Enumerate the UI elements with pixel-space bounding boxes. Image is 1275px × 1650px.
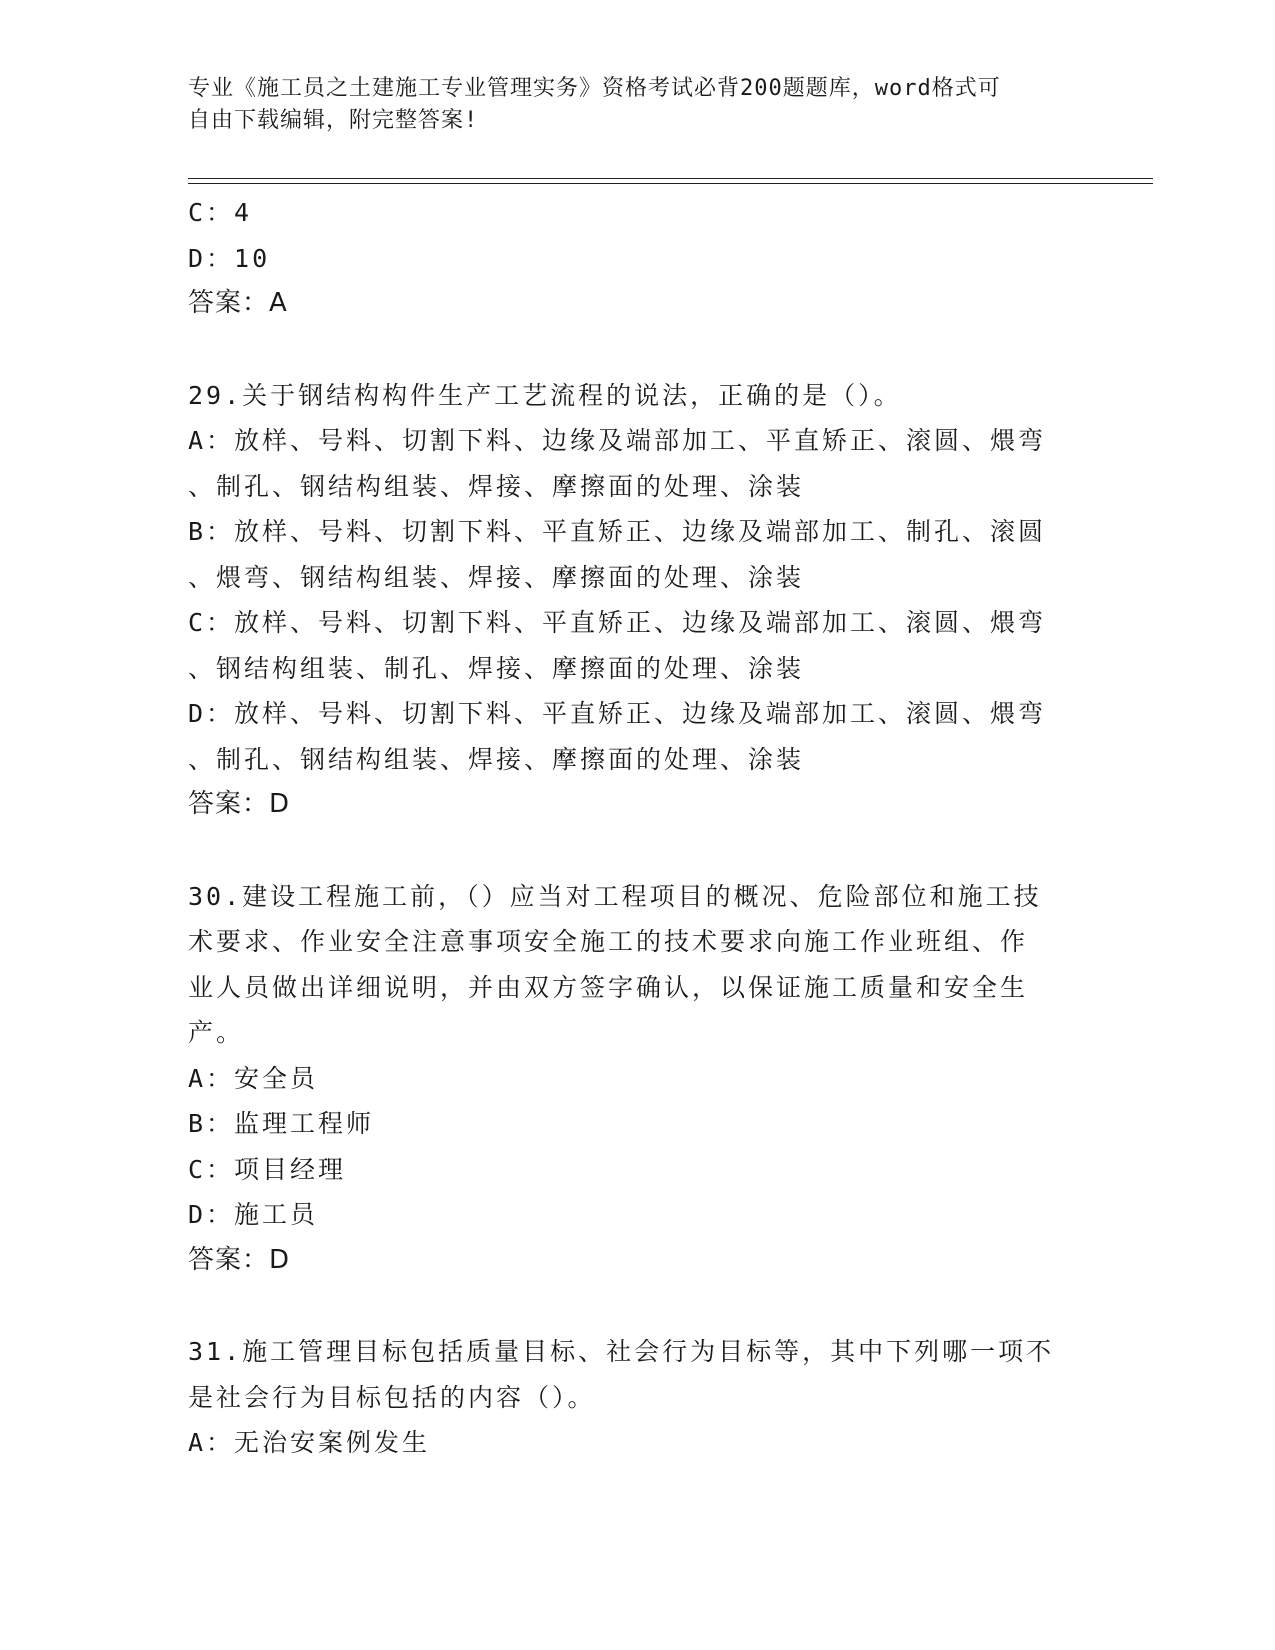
q30-stem-line-2: 术要求、作业安全注意事项安全施工的技术要求向施工作业班组、作 (188, 927, 1029, 956)
q29-option-b-line-1: B：放样、号料、切割下料、平直矫正、边缘及端部加工、制孔、滚圆 (188, 517, 1047, 546)
q29-option-b-line-2: 、煨弯、钢结构组装、焊接、摩擦面的处理、涂装 (188, 562, 805, 592)
q29-stem: 29.关于钢结构构件生产工艺流程的说法，正确的是（）。 (188, 380, 902, 410)
q29-option-d-line-2: 、制孔、钢结构组装、焊接、摩擦面的处理、涂装 (188, 744, 805, 774)
q29-answer: 答案：D (188, 789, 291, 819)
q30-stem-line-4: 产。 (188, 1018, 245, 1047)
document-body (188, 190, 1068, 1466)
header-title-line-2: 自由下载编辑，附完整答案! (188, 108, 479, 133)
q30-option-d: D：施工员 (188, 1200, 319, 1229)
q29-option-a-line-2: 、制孔、钢结构组装、焊接、摩擦面的处理、涂装 (188, 471, 805, 501)
spacer (188, 327, 1068, 373)
q29-option-d-line-1: D：放样、号料、切割下料、平直矫正、边缘及端部加工、滚圆、煨弯 (188, 699, 1047, 728)
q30-option-c: C：项目经理 (188, 1154, 347, 1184)
q28-option-d: D：10 (188, 243, 271, 273)
spacer (188, 1283, 1068, 1329)
header-rule-bottom (188, 183, 1153, 184)
q28-answer: 答案：A (188, 288, 288, 318)
q31-stem-line-2: 是社会行为目标包括的内容（）。 (188, 1382, 596, 1412)
spacer (188, 828, 1068, 874)
q28-option-c: C：4 (188, 198, 253, 227)
q30-stem-line-3: 业人员做出详细说明，并由双方签字确认，以保证施工质量和安全生 (188, 972, 1029, 1002)
q30-option-b: B：监理工程师 (188, 1109, 375, 1138)
q30-option-a: A：安全员 (188, 1063, 319, 1093)
page-header (188, 73, 1088, 137)
q30-answer: 答案：D (188, 1244, 291, 1275)
q31-stem-line-1: 31.施工管理目标包括质量目标、社会行为目标等，其中下列哪一项不 (188, 1337, 1055, 1366)
header-title-line-1: 专业《施工员之土建施工专业管理实务》资格考试必背200题题库，word格式可 (188, 76, 1001, 101)
q31-option-a: A：无治安案例发生 (188, 1428, 431, 1457)
header-rule-top (188, 178, 1153, 179)
q29-option-a-line-1: A：放样、号料、切割下料、边缘及端部加工、平直矫正、滚圆、煨弯 (188, 426, 1047, 455)
q29-option-c-line-2: 、钢结构组装、制孔、焊接、摩擦面的处理、涂装 (188, 653, 805, 683)
q30-stem-line-1: 30.建设工程施工前，（）应当对工程项目的概况、危险部位和施工技 (188, 881, 1042, 911)
q29-option-c-line-1: C：放样、号料、切割下料、平直矫正、边缘及端部加工、滚圆、煨弯 (188, 608, 1047, 637)
